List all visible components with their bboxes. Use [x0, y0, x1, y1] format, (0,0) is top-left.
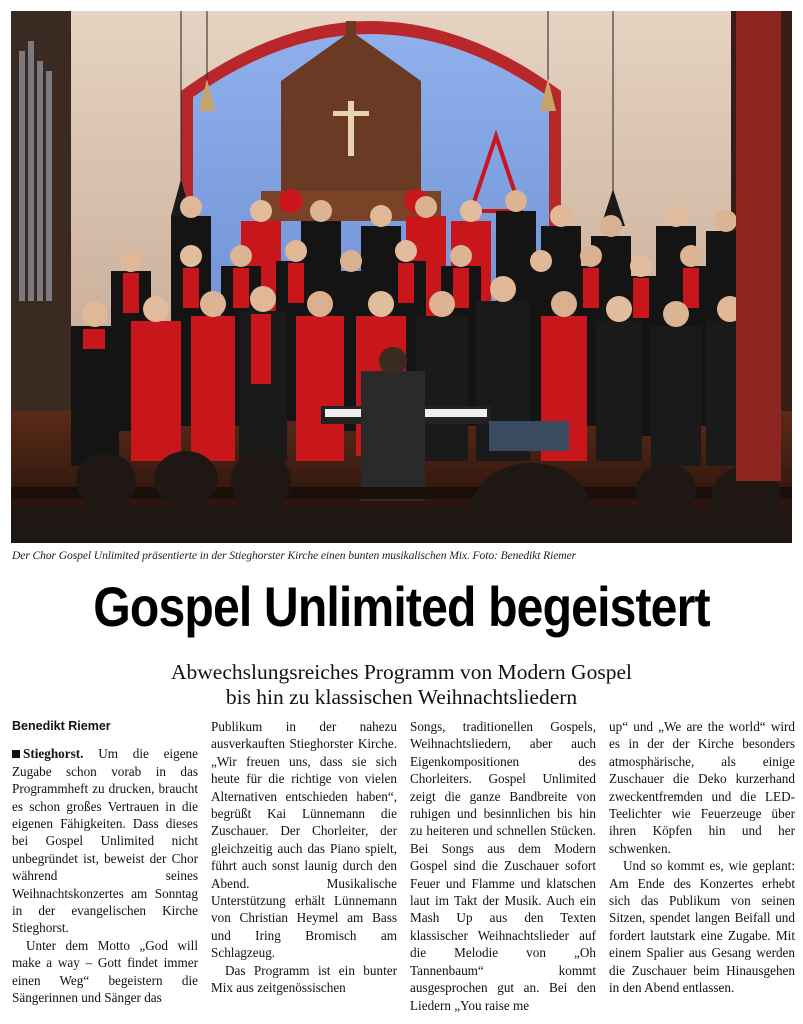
square-bullet-icon [12, 750, 20, 758]
subheadline-line-1: Abwechslungsreiches Programm von Modern Gospel [171, 660, 632, 684]
article-headline: Gospel Unlimited begeistert [93, 575, 710, 638]
choir-photo-icon [11, 11, 792, 543]
subheadline-line-2: bis hin zu klassischen Weihnachtsliedern [225, 685, 578, 709]
column-2 [211, 718, 397, 1018]
paragraph-text: Um die eigene Zugabe schon vorab in das Programmheft zu drucken, braucht es schon großes Vertrauen in die eigenen Fähigkeiten. Dass dieses bei Gospel Unlimited nicht unbegründet ist, beweist der Chor während seines Weihnachtskonzertes am Sonntag in der evangelischen Kirche Stieghorst. [12, 746, 198, 936]
photo-caption: Der Chor Gospel Unlimited präsentierte in der Stieghorster Kirche einen bunten musikalischen Mix. Foto: Benedikt Riemer [12, 549, 577, 562]
byline: Benedikt Riemer [12, 719, 111, 733]
paragraph: Das Programm ist ein bunter Mix aus zeitgenössischen [211, 962, 397, 996]
paragraph: Publikum in der nahezu ausverkauften Stieghorster Kirche. „Wir freuen uns, dass sie sich heute für die richtige von vielen Alternativen entschieden haben“, begrüßt Kai Lünnemann die Zuschauer. Der Chorleiter, der gleichzeitig auch das Piano spielt, führt auch sonst launig durch den Abend. Musikalische Unterstützung erhält Lünnemann von Christian Heymel am Bass und Iring Bromisch am Schlagzeug. [211, 719, 397, 961]
column-1 [12, 718, 198, 1018]
concert-photo [11, 11, 792, 543]
paragraph: Und so kommt es, wie geplant: Am Ende des Konzertes erhebt sich das Publikum von seinen Sitzen, spendet langen Beifall und fordert lautstark eine Zugabe. Mit einem Spalier aus Gesang werden die Zuschauer beim Hinausgehen in den Abend entlassen. [609, 858, 795, 996]
paragraph: Songs, traditionellen Gospels, Weihnachtsliedern, aber auch Eigenkompositionen des Chorleiters. Gospel Unlimited zeigt die ganze Bandbreite von ruhigen und besinnlichen bis hin zu heiteren und schnellen Stücken. Bei Songs aus dem Modern Gospel sind die Zuschauer sofort Feuer und Flamme und klatschen laut im Takt der Musik. Auch ein Mash Up aus den Texten klassischer Weihnachtslieder auf die Melodie von „Oh Tannenbaum“ kommt ausgesprochen gut an. Bei den Liedern „You raise me [410, 719, 596, 1013]
paragraph [12, 745, 198, 936]
article-subheadline [0, 660, 803, 710]
paragraph: Unter dem Motto „God will make a way – Gott findet immer einen Weg“ begeistern die Sängerinnen und Sänger das [12, 937, 198, 1006]
paragraph: up“ und „We are the world“ wird es in der der Kirche besonders atmosphärische, als einige Zuschauer die Deko kurzerhand zweckentfremden und die LED-Teelichter wie Feuerzeuge über ihren Köpfen hin und her schwenken. [609, 719, 795, 856]
article-body [12, 718, 797, 1018]
dateline: Stieghorst. [23, 746, 84, 762]
column-4 [609, 718, 795, 1018]
column-3 [410, 718, 596, 1018]
